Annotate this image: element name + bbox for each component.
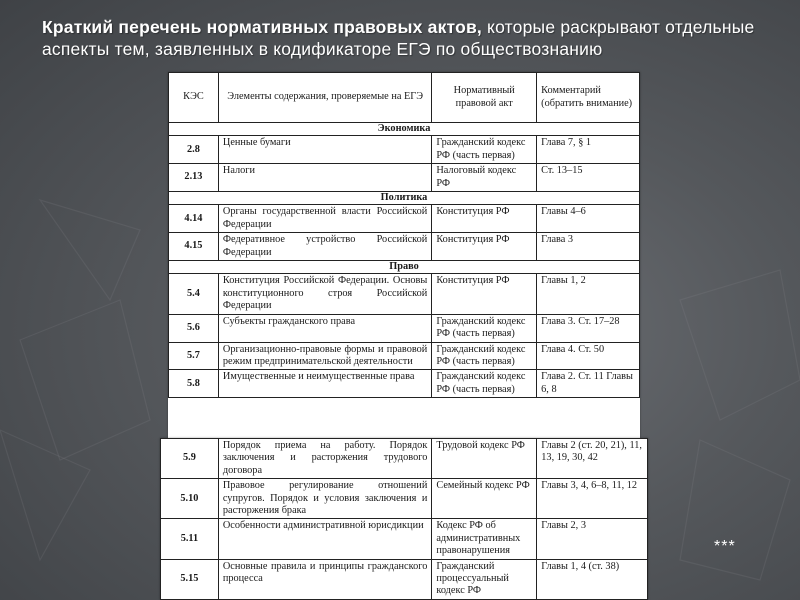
content-cell: Организационно-правовые формы и правовой режим предпринимательской деятельности xyxy=(218,342,431,370)
act-cell: Конституция РФ xyxy=(432,274,537,314)
document-page-1 xyxy=(168,72,640,438)
act-cell: Гражданский кодекс РФ (часть первая) xyxy=(432,370,537,398)
kes-code: 2.8 xyxy=(169,136,219,164)
kes-code: 5.4 xyxy=(169,274,219,314)
content-cell: Налоги xyxy=(218,164,431,192)
kes-code: 4.15 xyxy=(169,233,219,261)
table-row xyxy=(169,342,640,370)
comment-cell: Главы 1, 2 xyxy=(537,274,640,314)
slide-title-bold: Краткий перечень нормативных правовых актов, xyxy=(42,17,482,37)
table-row xyxy=(169,233,640,261)
comment-cell: Главы 1, 4 (ст. 38) xyxy=(537,559,648,599)
section-label: Право xyxy=(169,261,640,274)
content-cell: Субъекты гражданского права xyxy=(218,314,431,342)
table-row xyxy=(161,479,648,519)
table-row xyxy=(169,370,640,398)
content-cell: Правовое регулирование отношений супругов. Порядок и условия заключения и расторжения брака xyxy=(218,479,431,519)
kes-code: 5.15 xyxy=(161,559,219,599)
act-cell: Гражданский кодекс РФ (часть первая) xyxy=(432,342,537,370)
act-cell: Гражданский процессуальный кодекс РФ xyxy=(432,559,537,599)
table-row xyxy=(161,559,648,599)
comment-cell: Глава 3 xyxy=(537,233,640,261)
section-row xyxy=(169,123,640,136)
content-cell: Порядок приема на работу. Порядок заключения и расторжения трудового договора xyxy=(218,439,431,479)
comment-cell: Главы 4–6 xyxy=(537,205,640,233)
act-cell: Трудовой кодекс РФ xyxy=(432,439,537,479)
header-act: Нормативный правовой акт xyxy=(432,73,537,123)
comment-cell: Глава 4. Ст. 50 xyxy=(537,342,640,370)
act-cell: Гражданский кодекс РФ (часть первая) xyxy=(432,136,537,164)
act-cell: Налоговый кодекс РФ xyxy=(432,164,537,192)
content-cell: Конституция Российской Федерации. Основы конституционного строя Российской Федерации xyxy=(218,274,431,314)
content-cell: Особенности административной юрисдикции xyxy=(218,519,431,559)
comment-cell: Глава 2. Ст. 11 Главы 6, 8 xyxy=(537,370,640,398)
comment-cell: Ст. 13–15 xyxy=(537,164,640,192)
content-cell: Ценные бумаги xyxy=(218,136,431,164)
section-label: Экономика xyxy=(169,123,640,136)
kes-code: 5.7 xyxy=(169,342,219,370)
content-cell: Основные правила и принципы гражданского процесса xyxy=(218,559,431,599)
act-cell: Гражданский кодекс РФ (часть первая) xyxy=(432,314,537,342)
table-row xyxy=(161,439,648,479)
regulations-table-part-1 xyxy=(168,72,640,398)
header-kes: КЭС xyxy=(169,73,219,123)
content-cell: Имущественные и неимущественные права xyxy=(218,370,431,398)
header-comment: Комментарий (обратить внимание) xyxy=(537,73,640,123)
comment-cell: Глава 7, § 1 xyxy=(537,136,640,164)
comment-cell: Главы 2, 3 xyxy=(537,519,648,559)
act-cell: Семейный кодекс РФ xyxy=(432,479,537,519)
section-row xyxy=(169,261,640,274)
act-cell: Конституция РФ xyxy=(432,233,537,261)
kes-code: 5.8 xyxy=(169,370,219,398)
document-page-2 xyxy=(160,438,648,600)
section-label: Политика xyxy=(169,192,640,205)
kes-code: 2.13 xyxy=(169,164,219,192)
table-row xyxy=(161,519,648,559)
table-row xyxy=(169,314,640,342)
table-row xyxy=(169,136,640,164)
kes-code: 5.9 xyxy=(161,439,219,479)
table-row xyxy=(169,274,640,314)
slide-title-rest: которые раскрывают отдельные аспекты тем, заявленных в кодификаторе ЕГЭ по обществознанию xyxy=(42,17,755,59)
decorative-stars: *** xyxy=(714,538,736,555)
slide-title xyxy=(42,16,772,60)
table-row xyxy=(169,205,640,233)
content-cell: Федеративное устройство Российской Федерации xyxy=(218,233,431,261)
header-content: Элементы содержания, проверяемые на ЕГЭ xyxy=(218,73,431,123)
kes-code: 5.6 xyxy=(169,314,219,342)
comment-cell: Главы 2 (ст. 20, 21), 11, 13, 19, 30, 42 xyxy=(537,439,648,479)
comment-cell: Глава 3. Ст. 17–28 xyxy=(537,314,640,342)
table-row xyxy=(169,164,640,192)
kes-code: 4.14 xyxy=(169,205,219,233)
act-cell: Кодекс РФ об административных правонарушения xyxy=(432,519,537,559)
kes-code: 5.11 xyxy=(161,519,219,559)
comment-cell: Главы 3, 4, 6–8, 11, 12 xyxy=(537,479,648,519)
section-row xyxy=(169,192,640,205)
kes-code: 5.10 xyxy=(161,479,219,519)
act-cell: Конституция РФ xyxy=(432,205,537,233)
regulations-table-part-2 xyxy=(160,438,648,600)
content-cell: Органы государственной власти Российской Федерации xyxy=(218,205,431,233)
